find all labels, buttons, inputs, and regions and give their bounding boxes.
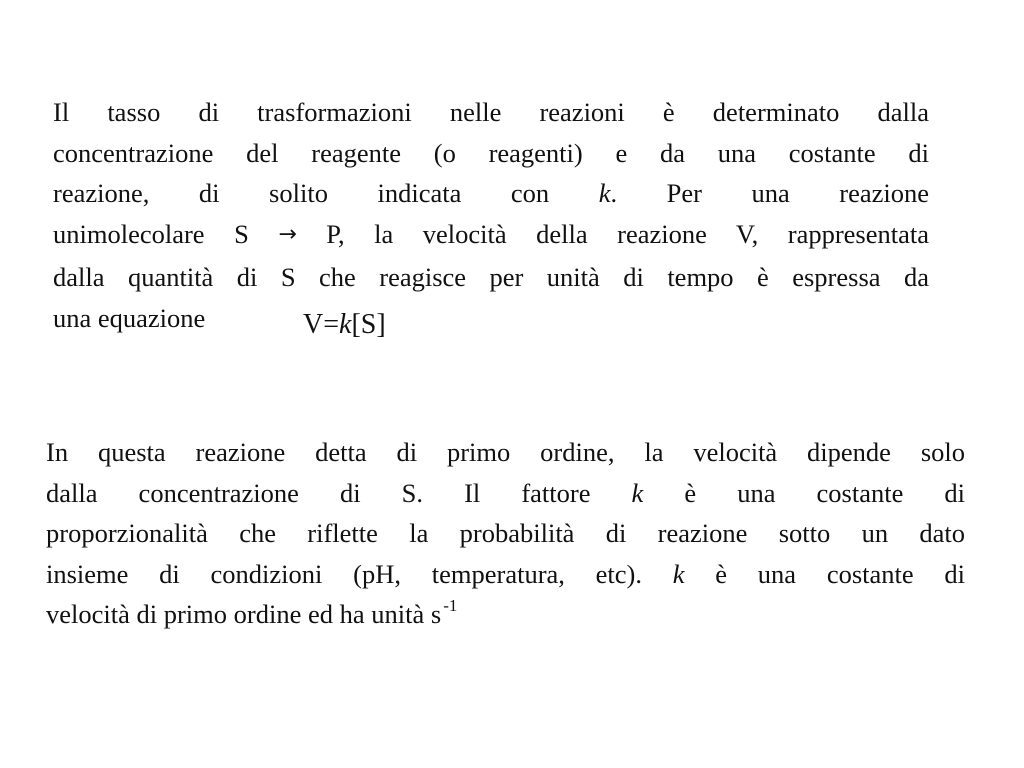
text-line: una equazione <box>53 302 206 333</box>
text-line: Il tasso di trasformazioni nelle reazioni è determinato dalla <box>53 97 929 127</box>
text-line <box>46 554 965 595</box>
rate-constant-symbol: k <box>631 477 644 508</box>
text-line <box>46 594 965 639</box>
rate-constant-symbol: k <box>672 558 685 589</box>
text-fragment: è una costante di <box>715 558 966 589</box>
text-line <box>46 473 965 514</box>
equation-rhs: [S] <box>351 309 386 340</box>
paragraph-first-order <box>46 432 965 639</box>
text-line: In questa reazione detta di primo ordine, la velocità dipende solo <box>46 437 965 467</box>
text-line: concentrazione del reagente (o reagenti) e da una costante di <box>53 137 929 168</box>
rate-constant-symbol: k <box>339 309 352 340</box>
text-fragment: unimolecolare S <box>53 218 249 249</box>
paragraph-rate-definition <box>53 92 929 338</box>
text-fragment: P, la velocità della reazione V, rappresentata <box>326 218 930 249</box>
text-fragment: insieme di condizioni (pH, temperatura, etc). <box>46 558 642 589</box>
text-fragment: velocità di primo ordine ed ha unità s <box>46 599 442 629</box>
text-fragment: . Per una reazione <box>610 178 930 208</box>
unit-exponent: -1 <box>443 596 458 615</box>
rate-equation <box>303 305 386 345</box>
text-fragment: reazione, di solito indicata con <box>53 178 550 208</box>
rate-constant-symbol: k <box>598 178 611 208</box>
text-fragment: è una costante di <box>684 477 966 508</box>
text-line: proporzionalità che riflette la probabilità di reazione sotto un dato <box>46 518 965 548</box>
text-line <box>53 173 929 214</box>
text-line: dalla quantità di S che reagisce per unità di tempo è espressa da <box>53 262 929 292</box>
text-line <box>53 214 929 258</box>
equation-lhs: V= <box>303 309 340 340</box>
text-fragment: dalla concentrazione di S. Il fattore <box>46 477 591 508</box>
right-arrow-icon: → <box>278 221 297 247</box>
